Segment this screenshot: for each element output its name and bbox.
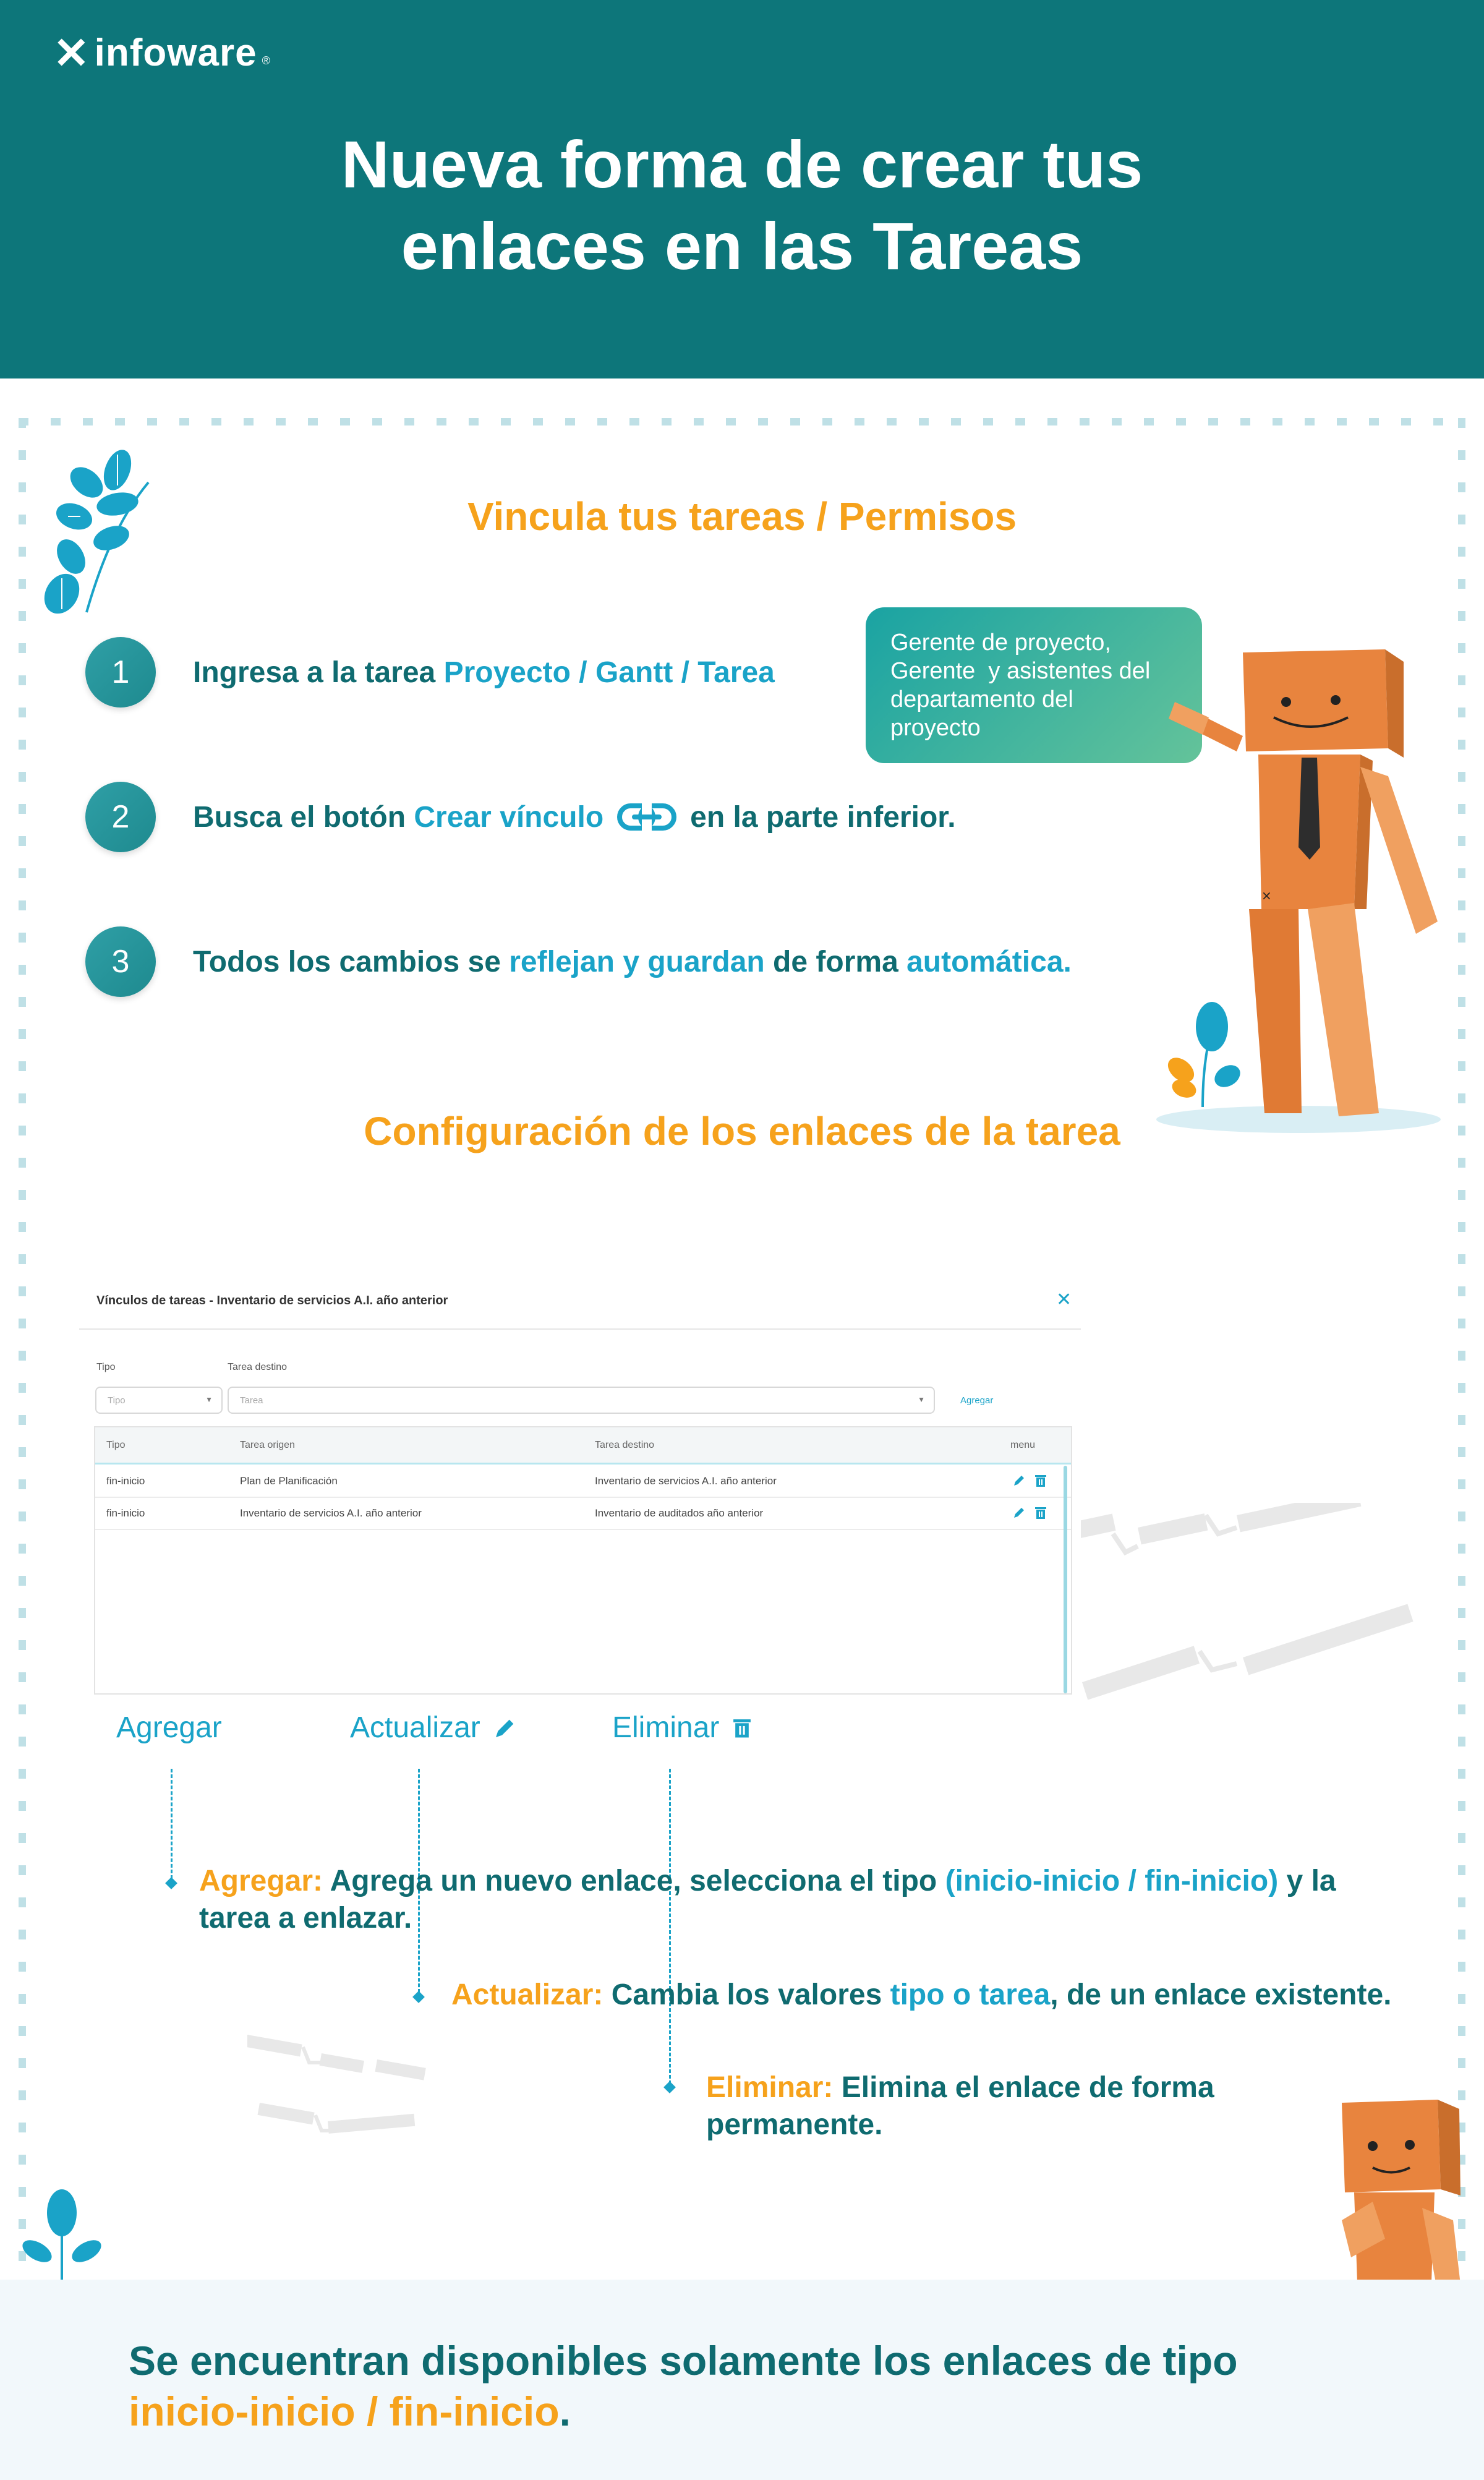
- trash-icon: [731, 1716, 753, 1740]
- tarea-select[interactable]: [228, 1387, 935, 1414]
- action-eliminar: [612, 1711, 753, 1745]
- desc-agregar: [199, 1863, 1374, 1937]
- bubble-line-2: Gerente y asistentes del: [890, 658, 1151, 684]
- chevron-down-icon: ▼: [205, 1395, 213, 1404]
- step-number-3: 3: [85, 926, 156, 997]
- desc-agregar-text-d: tarea a enlazar.: [199, 1902, 412, 1935]
- footer-note: [129, 2335, 1238, 2437]
- tarea-destino-label: Tarea destino: [228, 1362, 288, 1372]
- desc-eliminar: [706, 2069, 1386, 2144]
- step-2-button-name: Crear vínculo: [414, 800, 604, 834]
- desc-agregar-types: (inicio-inicio / fin-inicio): [945, 1865, 1279, 1897]
- footer-link-types: inicio-inicio / fin-inicio: [129, 2388, 560, 2434]
- table-scrollbar[interactable]: [1064, 1466, 1067, 1693]
- section-heading-configuracion: Configuración de los enlaces de la tarea: [364, 1109, 1120, 1153]
- cell-destino: Inventario de auditados año anterior: [595, 1507, 764, 1519]
- column-tipo: Tipo: [106, 1440, 126, 1450]
- footer-line-1: Se encuentran disponibles solamente los enlaces de tipo: [129, 2338, 1238, 2384]
- footer: [0, 2280, 1484, 2480]
- link-icon: [617, 802, 676, 832]
- column-tarea-origen: Tarea origen: [240, 1440, 295, 1450]
- desc-eliminar-text-b: permanente.: [706, 2108, 883, 2141]
- leaf-icon: [19, 2189, 105, 2282]
- tipo-placeholder: Tipo: [108, 1395, 126, 1406]
- agregar-link[interactable]: Agregar: [960, 1395, 994, 1406]
- step-number-2: 2: [85, 782, 156, 852]
- action-actualizar: [350, 1711, 518, 1745]
- link-diagram-decoration: [1076, 1503, 1422, 1713]
- tarea-placeholder: Tarea: [240, 1395, 263, 1406]
- table-row: [95, 1466, 1071, 1498]
- step-3-text-a: Todos los cambios se: [193, 945, 510, 978]
- pencil-icon[interactable]: [1012, 1473, 1026, 1488]
- cell-tipo: fin-inicio: [106, 1507, 145, 1519]
- step-1-text: [193, 656, 775, 690]
- step-2-text: [193, 800, 956, 834]
- page-title: [0, 124, 1484, 287]
- logo-text: infoware: [94, 32, 257, 74]
- step-1-path: Proyecto / Gantt / Tarea: [443, 656, 775, 689]
- action-agregar: [116, 1711, 222, 1745]
- step-1-text-a: Ingresa a la tarea: [193, 656, 444, 689]
- step-2-text-a: Busca el botón: [193, 800, 414, 834]
- leaf-icon: [1162, 1002, 1243, 1107]
- bubble-line-4: proyecto: [890, 715, 981, 741]
- step-3-highlight-1: reflejan y guardan: [509, 945, 765, 978]
- logo-registered: ®: [262, 54, 270, 67]
- step-3-highlight-2: automática.: [906, 945, 1072, 978]
- modal-divider: [79, 1328, 1081, 1330]
- links-table: [94, 1426, 1072, 1695]
- step-2-text-c: en la parte inferior.: [690, 800, 956, 834]
- desc-actualizar-text-c: , de un enlace existente.: [1050, 1978, 1392, 2011]
- step-1: [85, 637, 775, 708]
- step-3-text: [193, 945, 1072, 979]
- trash-icon[interactable]: [1034, 1473, 1047, 1488]
- cell-destino: Inventario de servicios A.I. año anterior: [595, 1475, 777, 1487]
- action-eliminar-label: Eliminar: [612, 1711, 720, 1744]
- step-3: [85, 926, 1072, 997]
- task-links-modal: [79, 1274, 1081, 1701]
- desc-actualizar-text: Cambia los valores: [603, 1978, 890, 2011]
- cell-origen: Plan de Planificación: [240, 1475, 338, 1487]
- trash-icon[interactable]: [1034, 1505, 1047, 1520]
- desc-actualizar: [451, 1977, 1465, 2014]
- close-icon[interactable]: ✕: [1056, 1289, 1072, 1310]
- dotted-border-top: [19, 418, 1465, 425]
- logo-mark-icon: ✕: [53, 28, 90, 77]
- desc-agregar-text: Agrega un nuevo enlace, selecciona el tipo: [323, 1865, 945, 1897]
- modal-title: Vínculos de tareas - Inventario de servicios A.I. año anterior: [96, 1294, 448, 1307]
- table-header: [95, 1427, 1071, 1464]
- step-number-1: 1: [85, 637, 156, 708]
- chevron-down-icon: ▼: [918, 1395, 925, 1404]
- column-tarea-destino: Tarea destino: [595, 1440, 655, 1450]
- action-actualizar-label: Actualizar: [350, 1711, 480, 1744]
- title-line-1: Nueva forma de crear tus: [341, 127, 1143, 202]
- desc-eliminar-text: Elimina el enlace de forma: [833, 2071, 1214, 2104]
- desc-actualizar-label: Actualizar:: [451, 1978, 603, 2011]
- pencil-icon: [493, 1716, 518, 1740]
- infoware-logo: [53, 28, 270, 77]
- column-menu: menu: [1010, 1440, 1036, 1450]
- section-heading-permisos: Vincula tus tareas / Permisos: [467, 494, 1017, 539]
- connector-agregar: [171, 1769, 173, 1879]
- link-diagram-decoration: [247, 2029, 433, 2171]
- action-agregar-label: Agregar: [116, 1711, 222, 1744]
- footer-line-2: [129, 2386, 1238, 2437]
- dotted-border-left: [19, 418, 26, 2280]
- title-line-2: enlaces en las Tareas: [401, 208, 1083, 283]
- tipo-select[interactable]: [95, 1387, 223, 1414]
- footer-period: .: [559, 2388, 571, 2434]
- table-row: [95, 1498, 1071, 1530]
- pencil-icon[interactable]: [1012, 1505, 1026, 1520]
- desc-actualizar-values: tipo o tarea: [890, 1978, 1051, 2011]
- cell-tipo: fin-inicio: [106, 1475, 145, 1487]
- desc-agregar-text-c: y la: [1278, 1865, 1336, 1897]
- bubble-line-3: departamento del: [890, 686, 1073, 712]
- svg-text:×: ×: [1261, 888, 1272, 903]
- step-3-text-c: de forma: [764, 945, 907, 978]
- bubble-line-1: Gerente de proyecto,: [890, 630, 1111, 656]
- desc-eliminar-label: Eliminar:: [706, 2071, 834, 2104]
- header: [0, 0, 1484, 378]
- cell-origen: Inventario de servicios A.I. año anterior: [240, 1507, 422, 1519]
- tipo-label: Tipo: [96, 1362, 116, 1372]
- desc-agregar-label: Agregar:: [199, 1865, 323, 1897]
- step-2: [85, 782, 956, 852]
